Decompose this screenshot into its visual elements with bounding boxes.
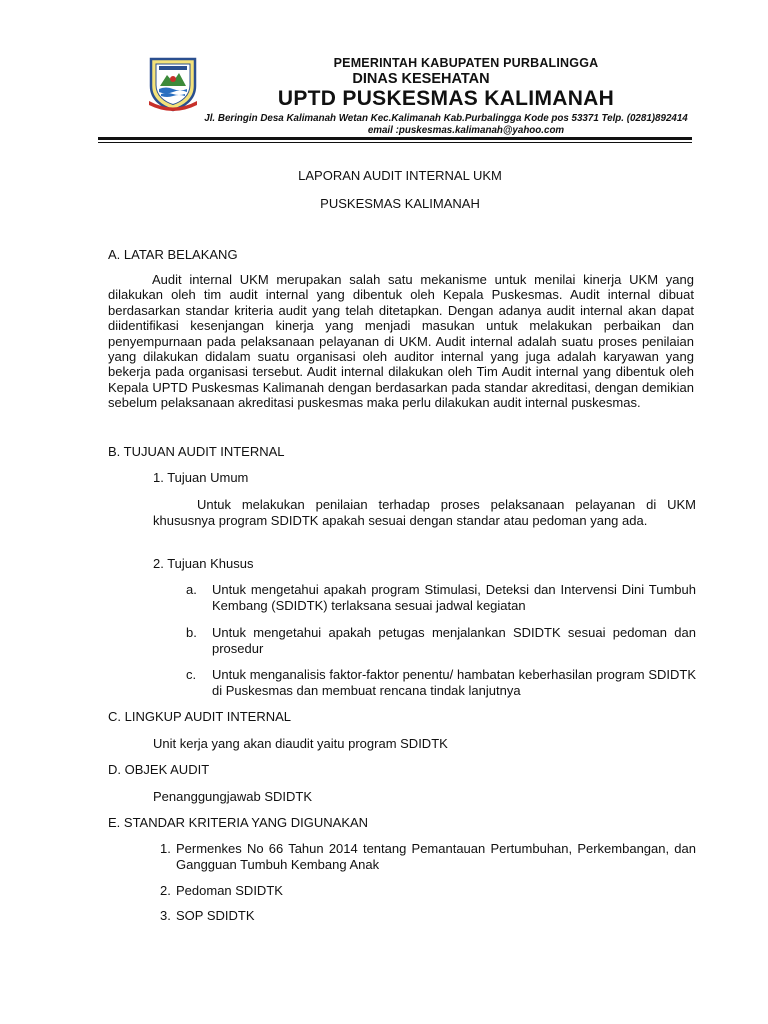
letterhead-address: Jl. Beringin Desa Kalimanah Wetan Kec.Kalimanah Kab.Purbalingga Kode pos 53371 Telp. (0281)892414 [204,113,688,124]
letterhead-institution: UPTD PUSKESMAS KALIMANAH [277,87,615,110]
section-c-heading: C. LINGKUP AUDIT INTERNAL [108,709,292,724]
tujuan-umum-label: 1. Tujuan Umum [153,470,249,485]
standar-item: Permenkes No 66 Tahun 2014 tentang Pemantauan Pertumbuhan, Perkembangan, dan Gangguan Tumbuh Kembang Anak [176,841,696,872]
standar-item: Pedoman SDIDTK [176,883,283,898]
report-subtitle: PUSKESMAS KALIMANAH [320,196,480,211]
report-title: LAPORAN AUDIT INTERNAL UKM [298,168,502,183]
letterhead [204,56,722,137]
section-c-text: Unit kerja yang akan diaudit yaitu program SDIDTK [153,736,448,751]
letterhead-divider-thick [98,137,692,140]
section-b-heading: B. TUJUAN AUDIT INTERNAL [108,444,285,459]
tujuan-khusus-marker: c. [186,667,197,682]
section-d-text: Penanggungjawab SDIDTK [153,789,312,804]
section-e-heading: E. STANDAR KRITERIA YANG DIGUNAKAN [108,815,369,830]
tujuan-khusus-item: Untuk mengetahui apakah program Stimulasi, Deteksi dan Intervensi Dini Tumbuh Kembang (SDIDTK) terlaksana sesuai jadwal kegiatan [212,582,696,613]
letterhead-divider-thin [98,142,692,143]
tujuan-khusus-marker: b. [186,625,197,640]
tujuan-umum-text: Untuk melakukan penilaian terhadap proses pelaksanaan pelayanan di UKM khususnya program SDIDTK apakah sesuai dengan standar atau pedoman yang ada. [153,497,696,528]
letterhead-department: DINAS KESEHATAN [352,71,490,87]
letterhead-government: PEMERINTAH KABUPATEN PURBALINGGA [333,56,599,70]
standar-item-marker: 1. [160,841,171,856]
tujuan-khusus-label: 2. Tujuan Khusus [153,556,254,571]
section-a-paragraph: Audit internal UKM merupakan salah satu mekanisme untuk menilai kinerja UKM yang dilakukan oleh tim audit internal yang dibentuk oleh Kepala Puskesmas. Audit internal dibuat berdasarkan standar kriteria audit yang telah ditetapkan. Dengan adanya audit internal akan dapat diidentifikasi kesenjangan kinerja yang menjadi masukan untuk melakukan perbaikan dan penyempurnaan pada pelaksanaan pelayanan di UKM. Audit internal adalah suatu proses penilaian yang dilakukan didalam suatu organisasi oleh auditor internal yang juga adalah karyawan yang bekerja pada organisasi tersebut. Audit internal dilakukan oleh Tim Audit internal yang dibentuk oleh Kepala UPTD Puskesmas Kalimanah dengan berdasarkan pada standar akreditasi, dengan demikian sebelum pelaksanaan akreditasi puskesmas maka perlu dilakukan audit internal puskesmas. [108,272,694,411]
section-d-heading: D. OBJEK AUDIT [108,762,210,777]
standar-item: SOP SDIDTK [176,908,255,923]
tujuan-khusus-marker: a. [186,582,197,597]
standar-item-marker: 3. [160,908,171,923]
tujuan-khusus-item: Untuk menganalisis faktor-faktor penentu/ hambatan keberhasilan program SDIDTK di Puskesmas dan membuat rencana tindak lanjutnya [212,667,696,698]
standar-item-marker: 2. [160,883,171,898]
tujuan-khusus-item: Untuk mengetahui apakah petugas menjalankan SDIDTK sesuai pedoman dan prosedur [212,625,696,656]
section-a-heading: A. LATAR BELAKANG [108,247,238,262]
letterhead-email: email :puskesmas.kalimanah@yahoo.com [367,125,565,136]
